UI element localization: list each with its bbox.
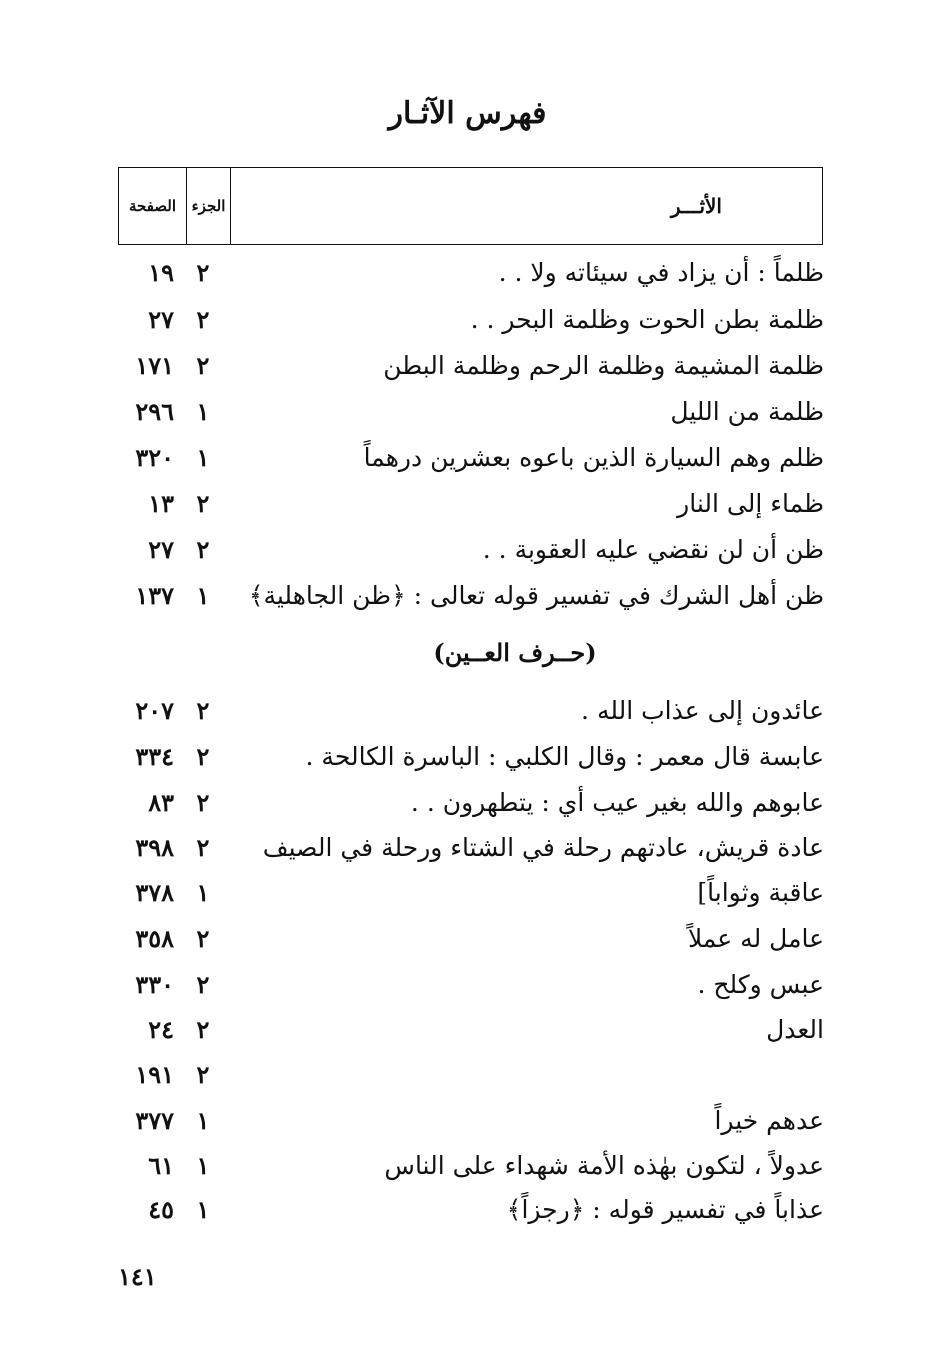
juz-number: ٢ bbox=[196, 833, 210, 862]
athar-text: عادة قريش، عادتهم رحلة في الشتاء ورحلة في الصيف bbox=[262, 833, 824, 862]
juz-number: ٢ bbox=[196, 351, 210, 380]
header-athar: الأثـــر bbox=[670, 194, 722, 218]
page-folio-number: ١٤١ bbox=[118, 1262, 157, 1291]
juz-number: ١ bbox=[196, 1195, 210, 1224]
page-number: ٣٥٨ bbox=[135, 924, 174, 953]
index-row bbox=[112, 828, 824, 868]
page-number: ٣٢٠ bbox=[135, 443, 174, 472]
page-number: ٢٤ bbox=[148, 1015, 174, 1044]
index-row bbox=[112, 346, 824, 386]
juz-number: ١ bbox=[196, 1151, 210, 1180]
athar-text: عابسة قال معمر : وقال الكلبي : الباسرة الكالحة . bbox=[305, 742, 824, 771]
index-row bbox=[112, 919, 824, 959]
page-number: ٢٧ bbox=[148, 305, 174, 334]
juz-number: ٢ bbox=[196, 489, 210, 518]
juz-number: ٢ bbox=[196, 788, 210, 817]
juz-number: ٢ bbox=[196, 696, 210, 725]
athar-text: ظلمة المشيمة وظلمة الرحم وظلمة البطن bbox=[383, 351, 824, 380]
index-row bbox=[112, 965, 824, 1005]
index-row bbox=[112, 438, 824, 478]
athar-text: ظلمة من الليل bbox=[670, 397, 824, 426]
page-number: ٣٣٠ bbox=[135, 970, 174, 999]
index-row bbox=[112, 530, 824, 570]
juz-number: ٢ bbox=[196, 924, 210, 953]
juz-number: ١ bbox=[196, 878, 210, 907]
athar-text: ظن أهل الشرك في تفسير قوله تعالى : ﴿ظن الجاهلية﴾ bbox=[248, 581, 824, 610]
index-row bbox=[112, 392, 824, 432]
page-number: ١٣٧ bbox=[135, 581, 174, 610]
athar-text: عابوهم والله بغير عيب أي : يتطهرون . . bbox=[410, 788, 824, 817]
page-number: ٢٩٦ bbox=[135, 397, 174, 426]
page-number: ٣٣٤ bbox=[135, 742, 174, 771]
index-row bbox=[112, 737, 824, 777]
juz-number: ١ bbox=[196, 397, 210, 426]
header-juz: الجزء bbox=[187, 168, 231, 244]
page-number: ٣٩٨ bbox=[135, 833, 174, 862]
juz-number: ٢ bbox=[196, 1015, 210, 1044]
index-row bbox=[112, 253, 824, 293]
page-number: ١٩ bbox=[148, 258, 174, 287]
index-row bbox=[112, 1101, 824, 1141]
juz-number: ٢ bbox=[196, 535, 210, 564]
page-number: ١٣ bbox=[148, 489, 174, 518]
athar-text: عامل له عملاً bbox=[687, 924, 824, 953]
athar-text: ظماء إلى النار bbox=[677, 489, 824, 518]
athar-text: عبس وكلح . bbox=[697, 970, 824, 999]
index-row bbox=[112, 691, 824, 731]
athar-text: عدولاً ، لتكون بهٰذه الأمة شهداء على الناس bbox=[384, 1151, 824, 1180]
athar-text: عذاباً في تفسير قوله : ﴿رجزاً﴾ bbox=[506, 1195, 824, 1224]
juz-number: ٢ bbox=[196, 970, 210, 999]
athar-text: ظلماً : أن يزاد في سيئاته ولا . . bbox=[498, 258, 824, 287]
athar-text: عائدون إلى عذاب الله . bbox=[581, 696, 824, 725]
index-row bbox=[112, 783, 824, 823]
header-page: الصفحة bbox=[119, 168, 187, 244]
juz-number: ٢ bbox=[196, 258, 210, 287]
juz-number: ١ bbox=[196, 1106, 210, 1135]
athar-text: العدل bbox=[766, 1015, 824, 1044]
athar-text: ظن أن لن نقضي عليه العقوبة . . bbox=[482, 535, 824, 564]
index-table-header bbox=[118, 167, 823, 245]
page-number: ٢٠٧ bbox=[135, 696, 174, 725]
index-row bbox=[112, 1146, 824, 1186]
index-row bbox=[112, 1190, 824, 1230]
index-row bbox=[112, 484, 824, 524]
athar-text: ظلم وهم السيارة الذين باعوه بعشرين درهماً bbox=[363, 443, 824, 472]
juz-number: ١ bbox=[196, 581, 210, 610]
athar-text: عاقبة وثواباً] bbox=[697, 878, 824, 907]
page-number: ٦١ bbox=[148, 1151, 174, 1180]
index-row bbox=[112, 1055, 824, 1095]
index-row bbox=[112, 873, 824, 913]
juz-number: ٢ bbox=[196, 305, 210, 334]
juz-number: ٢ bbox=[196, 742, 210, 771]
page-title: فهرس الآثـار bbox=[388, 96, 547, 131]
section-heading: (حــرف العــين) bbox=[433, 638, 597, 667]
index-row bbox=[112, 300, 824, 340]
juz-number: ٢ bbox=[196, 1060, 210, 1089]
page-number: ٢٧ bbox=[148, 535, 174, 564]
athar-text: عدهم خيراً bbox=[714, 1106, 824, 1135]
page-number: ٣٧٧ bbox=[135, 1106, 174, 1135]
page-number: ١٩١ bbox=[135, 1060, 174, 1089]
page-number: ١٧١ bbox=[135, 351, 174, 380]
index-row bbox=[112, 1010, 824, 1050]
juz-number: ١ bbox=[196, 443, 210, 472]
index-row bbox=[112, 576, 824, 616]
page-number: ٤٥ bbox=[148, 1195, 174, 1224]
page-number: ٣٧٨ bbox=[135, 878, 174, 907]
page-number: ٨٣ bbox=[148, 788, 174, 817]
athar-text: ظلمة بطن الحوت وظلمة البحر . . bbox=[470, 305, 824, 334]
